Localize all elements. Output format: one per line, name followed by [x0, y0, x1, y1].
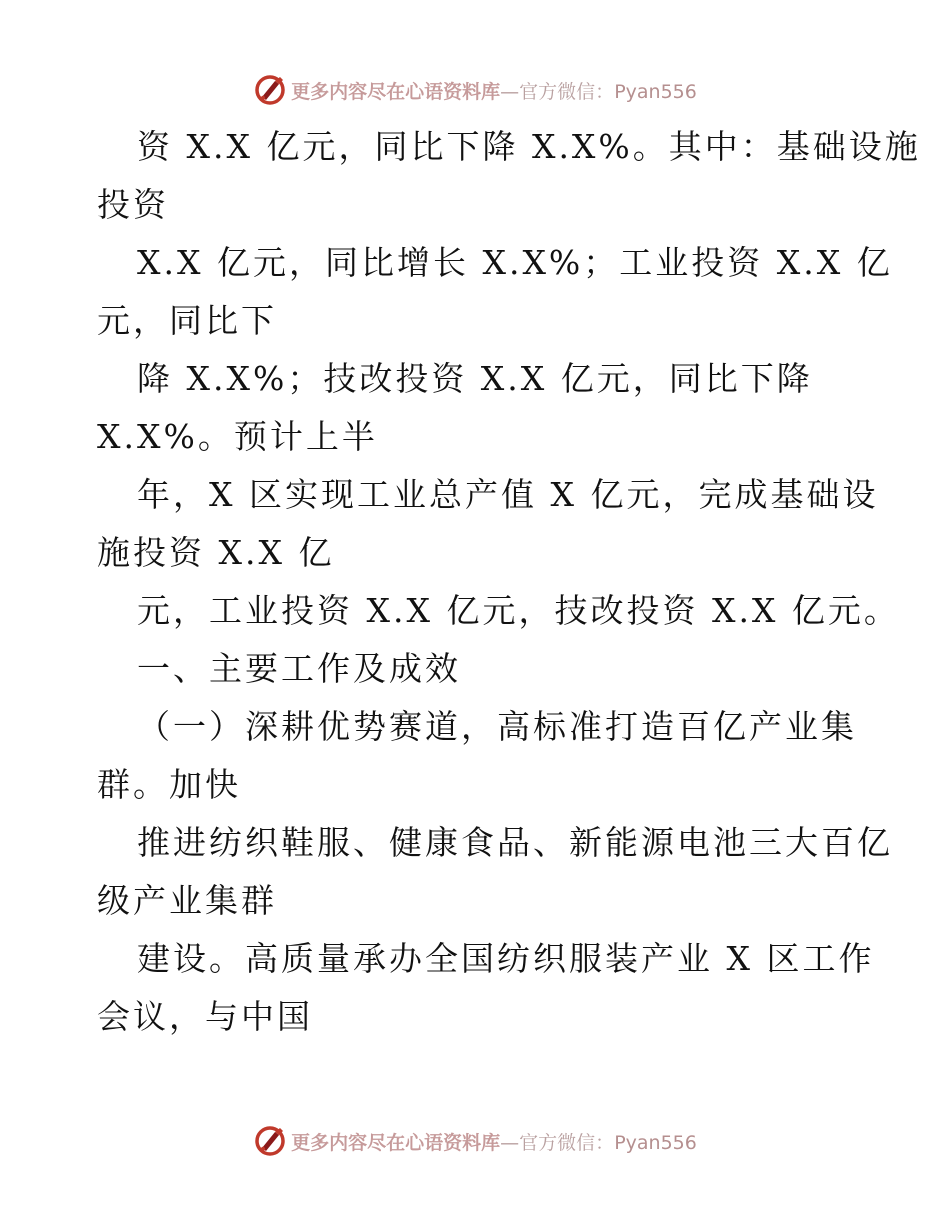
- text-line: 会议，与中国: [97, 997, 313, 1036]
- watermark-id: Pyan556: [614, 1131, 697, 1154]
- brush-logo-icon: [253, 73, 287, 107]
- text-line: 资 X.X 亿元，同比下降 X.X%。其中：基础设施: [137, 127, 921, 166]
- text-line: 建设。高质量承办全国纺织服装产业 X 区工作: [137, 939, 875, 978]
- watermark-label: 官方微信：: [519, 1131, 615, 1154]
- subsection-heading: （一）深耕优势赛道，高标准打造百亿产业集: [137, 707, 857, 746]
- watermark-id: Pyan556: [614, 80, 697, 103]
- watermark-label: 官方微信：: [519, 80, 615, 103]
- text-line: 施投资 X.X 亿: [97, 533, 335, 572]
- watermark-text: [291, 77, 697, 104]
- text-line: 年，X 区实现工业总产值 X 亿元，完成基础设: [137, 475, 879, 514]
- watermark-dash: —: [500, 1131, 520, 1154]
- text-line: X.X 亿元，同比增长 X.X%；工业投资 X.X 亿: [137, 243, 893, 282]
- watermark-title: 更多内容尽在心语资料库: [291, 1131, 501, 1154]
- brush-logo-icon: [253, 1124, 287, 1158]
- text-line: X.X%。预计上半: [97, 417, 378, 456]
- text-line: 降 X.X%；技改投资 X.X 亿元，同比下降: [137, 359, 813, 398]
- text-line: 投资: [97, 185, 169, 224]
- text-line: 群。加快: [97, 765, 241, 804]
- watermark-dash: —: [500, 80, 520, 103]
- footer-watermark: [0, 1121, 950, 1161]
- watermark-text: [291, 1128, 697, 1155]
- header-watermark: [0, 70, 950, 110]
- text-line: 级产业集群: [97, 881, 277, 920]
- text-line: 元，同比下: [97, 301, 277, 340]
- watermark-title: 更多内容尽在心语资料库: [291, 80, 501, 103]
- section-heading: 一、主要工作及成效: [137, 649, 461, 688]
- text-line: 元，工业投资 X.X 亿元，技改投资 X.X 亿元。: [137, 591, 900, 630]
- text-line: 推进纺织鞋服、健康食品、新能源电池三大百亿: [137, 823, 893, 862]
